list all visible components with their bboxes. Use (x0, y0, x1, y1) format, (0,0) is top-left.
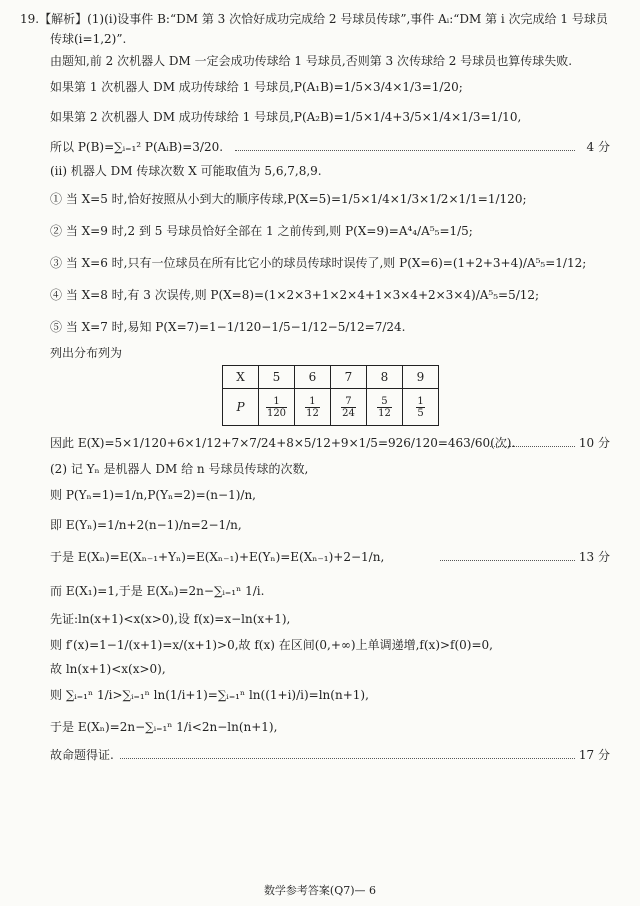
solution-line-11: ④ 当 X=8 时,有 3 次误传,则 P(X=8)=(1×2×3+1×2×4+1×3×4+2×3×4)/A⁵₅=5/12; (50, 288, 540, 302)
table-cell-x: 9 (403, 366, 439, 389)
solution-line-3: 由题知,前 2 次机器人 DM 一定会成功传球给 1 号球员,否则第 3 次传球给 2 号球员也算传球失败. (50, 54, 573, 68)
solution-line-13: 列出分布列为 (50, 346, 123, 360)
score-10: 10 分 (578, 436, 610, 450)
solution-line-6: 所以 P(B)=∑ᵢ₌₁² P(AᵢB)=3/20. (50, 140, 224, 154)
solution-line-16: 则 P(Yₙ=1)=1/n,P(Yₙ=2)=(n−1)/n, (50, 488, 256, 502)
solution-line-18: 于是 E(Xₙ)=E(Xₙ₋₁+Yₙ)=E(Xₙ₋₁)+E(Yₙ)=E(Xₙ₋₁)+2−1/n, (50, 550, 385, 564)
solution-line-8: ① 当 X=5 时,恰好按照从小到大的顺序传球,P(X=5)=1/5×1/4×1/3×1/2×1/1=1/120; (50, 192, 527, 206)
solution-line-7: (ⅱ) 机器人 DM 传球次数 X 可能取值为 5,6,7,8,9. (50, 164, 322, 178)
distribution-table (222, 365, 439, 426)
solution-line-1: 19.【解析】(1)(ⅰ)设事件 B:“DM 第 3 次恰好成功完成给 2 号球员传球”,事件 Aᵢ:“DM 第 i 次完成给 1 号球员 (20, 12, 608, 26)
p-numerator: 1 (417, 395, 424, 407)
solution-line-12: ⑤ 当 X=7 时,易知 P(X=7)=1−1/120−1/5−1/12−5/12=7/24. (50, 320, 406, 334)
score-17: 17 分 (578, 748, 610, 762)
solution-line-5: 如果第 2 次机器人 DM 成功传球给 1 号球员,P(A₂B)=1/5×1/4+3/5×1/4×1/3=1/10, (50, 110, 522, 124)
p-numerator: 7 (341, 396, 356, 408)
solution-line-2: 传球(i=1,2)”. (50, 32, 127, 46)
solution-line-24: 于是 E(Xₙ)=2n−∑ᵢ₌₁ⁿ 1/i<2n−ln(n+1), (50, 720, 278, 734)
table-row-x (223, 366, 439, 389)
solution-line-20: 先证:ln(x+1)<x(x>0),设 f(x)=x−ln(x+1), (50, 612, 291, 626)
page-footer: 数学参考答案(Q7)— 6 (263, 884, 377, 897)
table-cell-x: 5 (259, 366, 295, 389)
p-denominator: 120 (266, 407, 287, 419)
p-denominator: 24 (342, 407, 355, 419)
solution-line-22: 故 ln(x+1)<x(x>0), (50, 662, 166, 676)
p-denominator: 12 (306, 407, 319, 419)
table-cell-p (331, 389, 367, 426)
solution-line-14: 因此 E(X)=5×1/120+6×1/12+7×7/24+8×5/12+9×1/5=926/120=463/60(次). (50, 436, 516, 450)
score-13: 13 分 (578, 550, 610, 564)
table-header-x: X (223, 366, 259, 389)
p-numerator: 5 (377, 396, 392, 408)
table-cell-x: 8 (367, 366, 403, 389)
p-denominator: 12 (378, 407, 391, 419)
table-cell-x: 7 (331, 366, 367, 389)
solution-line-25: 故命题得证. (50, 748, 114, 762)
solution-line-4: 如果第 1 次机器人 DM 成功传球给 1 号球员,P(A₁B)=1/5×3/4×1/3=1/20; (50, 80, 463, 94)
solution-line-19: 而 E(X₁)=1,于是 E(Xₙ)=2n−∑ᵢ₌₁ⁿ 1/i. (50, 584, 265, 598)
table-cell-p (259, 389, 295, 426)
table-cell-x: 6 (295, 366, 331, 389)
table-cell-p (295, 389, 331, 426)
table-cell-p (367, 389, 403, 426)
solution-line-10: ③ 当 X=6 时,只有一位球员在所有比它小的球员传球时误传了,则 P(X=6)=(1+2+3+4)/A⁵₅=1/12; (50, 256, 587, 270)
solution-line-9: ② 当 X=9 时,2 到 5 号球员恰好全部在 1 之前传到,则 P(X=9)=A⁴₄/A⁵₅=1/5; (50, 224, 473, 238)
p-denominator: 5 (417, 407, 424, 419)
leader-dots (440, 560, 575, 561)
score-4: 4 分 (586, 140, 610, 154)
table-row-p (223, 389, 439, 426)
p-numerator: 1 (305, 396, 320, 408)
table-header-p: P (223, 389, 259, 426)
leader-dots (120, 758, 575, 759)
solution-line-15: (2) 记 Yₙ 是机器人 DM 给 n 号球员传球的次数, (50, 462, 309, 476)
p-numerator: 1 (266, 396, 287, 408)
leader-dots (490, 446, 575, 447)
leader-dots (235, 150, 575, 151)
solution-line-23: 则 ∑ᵢ₌₁ⁿ 1/i>∑ᵢ₌₁ⁿ ln(1/i+1)=∑ᵢ₌₁ⁿ ln((1+i)/i)=ln(n+1), (50, 688, 369, 702)
solution-line-17: 即 E(Yₙ)=1/n+2(n−1)/n=2−1/n, (50, 518, 242, 532)
table-cell-p (403, 389, 439, 426)
solution-line-21: 则 f′(x)=1−1/(x+1)=x/(x+1)>0,故 f(x) 在区间(0,+∞)上单调递增,f(x)>f(0)=0, (50, 638, 493, 652)
